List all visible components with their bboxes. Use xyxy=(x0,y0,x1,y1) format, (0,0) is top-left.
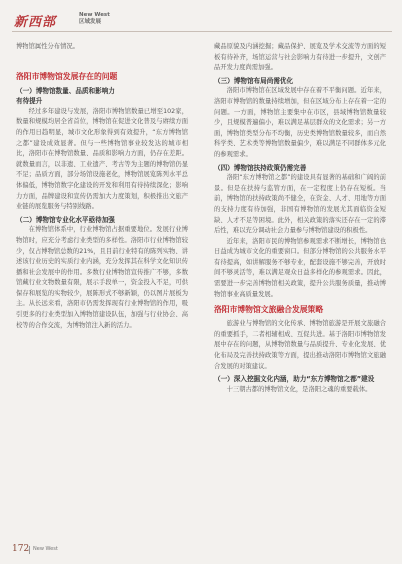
paragraph: 经过多年建设与发展，洛阳市博物馆数量已增至102家，数量和规模均居全省首位，博物馆在促进文化普及与赓续方面的作用日趋明显，城市文化形象得到有效提升，“东方博物馆之都”建设成效显著。但与一些博物馆事业较发达的城市相比，洛阳市在博物馆数量、品质和影响力方面，仍存在差距。就数量而言，以非遗、工业遗产、考古等为主题的博物馆仍显不足；品质方面，部分场馆设施老化，博物馆展览陈列水平总体偏低，博物馆数字化建设的开发和利用有待持续深化；影响力方面，品牌建设和宣传仍需加大力度策划，积极推出文旅产业链的展览服务与特别线路。 xyxy=(16,107,188,211)
subheading: （一）深入挖掘文化内涵，助力“东方博物馆之都”建设 xyxy=(214,375,375,384)
header-divider xyxy=(12,31,392,32)
paragraph: 洛阳“东方博物馆之都”的建设具有显著的基础和广阔的前景。但是在扶持与监管方面，在一定程度上仍存在短板。当前，博物馆的扶持政策尚不健全，在资金、人才、用地等方面的支持力度有待加强，非国有博物馆的发展尤其面临资金短缺、人才不足等困境。此外，相关政策的落实还存在一定的滞后性，难以充分调动社会力量参与博物馆建设的积极性。 xyxy=(214,174,386,235)
section-heading: 洛阳市博物馆文旅融合发展策略 xyxy=(214,305,324,315)
page-header xyxy=(0,0,402,40)
paragraph: 洛阳市博物馆在区域发展中存在着不平衡问题。近年来，洛阳市博物馆的数量持续增加，但在区域分布上存在着一定的问题。一方面，博物馆主要集中在市区，县域博物馆数量较少，且规模普遍偏小，难以满足基层群众的文化需求；另一方面，博物馆类型分布不均衡，历史类博物馆数量较多，而自然科学类、艺术类等博物馆数量偏少，难以满足不同群体多元化的参观需求。 xyxy=(214,87,386,158)
section-heading: 洛阳市博物馆发展存在的问题 xyxy=(16,71,118,81)
paragraph: 博物馆属性分布情况。 xyxy=(16,43,79,50)
page-number: 172 xyxy=(12,544,30,554)
magazine-logo: 新西部 xyxy=(14,15,57,30)
paragraph: 旅游业与博物馆的文化传承、博物馆旅游是开展文旅融合的重要抓手，二者相辅相成、互促共进。基于洛阳市博物馆发展中存在的问题，从博物馆数量与品质提升、专业化发展、优化布局及完善扶持政策等方面，提出推动洛阳市博物馆文旅融合发展的对策建议。 xyxy=(214,320,386,370)
logo-sub-en: New West xyxy=(79,12,110,18)
right-column xyxy=(214,42,386,395)
paragraph: 在博物馆体系中，行业博物馆占据重要地位。发展行业博物馆时，应充分考虑行业类型的多样性。洛阳市行业博物馆较少，仅占博物馆总数的21%，且目前行业特有的陈列实物、讲述该行业历史的实质行业内涵，充分发挥其在科学文化知识传播和社会发展中的作用。多数行业博物馆宣传推广不够，多数馆藏行业文物数量有限，展示手段单一，资金投入不足，可供保存和展览的实物较少，展陈形式不够新颖，仍以图片展板为主。从长远来看，洛阳市仍需发挥现有行业博物馆的作用，吸引更多的行业类型加入博物馆建设队伍，加强与行业协会、高校等的合作交流，为博物馆注入新的活力。 xyxy=(16,226,188,329)
subheading: （三）博物馆布局尚需优化 xyxy=(214,76,294,85)
paragraph: 藏品原貌及内涵挖掘；藏品保护、展览及学术交流等方面的短板有待补齐，场馆运营与社会影响力有待进一步提升，文创产品开发力度尚需加强。 xyxy=(214,43,386,72)
subheading: （一）博物馆数量、品质和影响力 xyxy=(16,86,115,95)
magazine-subtitle xyxy=(79,12,110,25)
logo-sub-cn: 区域发展 xyxy=(79,18,102,25)
left-column xyxy=(16,42,188,331)
subheading: （二）博物馆专业化水平亟待加强 xyxy=(16,215,115,224)
journal-name: New West xyxy=(33,546,58,552)
paragraph: 近年来，洛阳市民的博物馆参观需求不断增长，博物馆也日益成为城市文化的重要窗口。但部分博物馆的公共服务水平有待提高，如讲解服务不够专业，配套设施不够完善，开放时间不够灵活等，难以满足观众日益多样化的参观需求。因此，需要进一步完善博物馆相关政策，提升公共服务质量，推动博物馆事业高质量发展。 xyxy=(214,237,386,298)
page-footer xyxy=(0,540,402,564)
footer-divider xyxy=(29,546,30,554)
subheading: （四）博物馆扶持政策仍需完善 xyxy=(214,163,307,172)
subheading-cont: 有待提升 xyxy=(16,97,43,106)
paragraph: 十三朝古都的博物馆文化，是洛阳之魂的重要载体。 xyxy=(226,385,372,393)
